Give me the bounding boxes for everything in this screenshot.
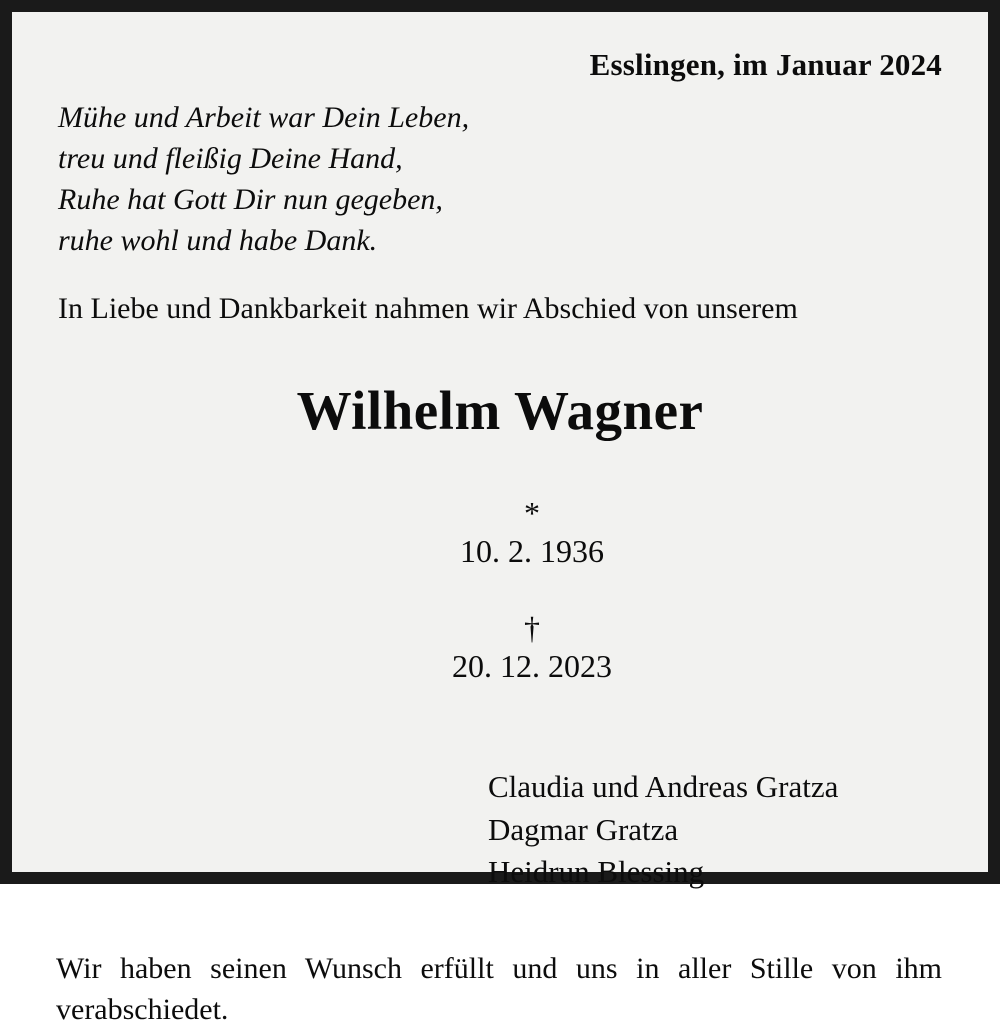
verse-line-1: Mühe und Arbeit war Dein Leben,	[58, 101, 470, 135]
place-and-date: Esslingen, im Januar 2024	[589, 47, 942, 82]
verse-line-3: Ruhe hat Gott Dir nun gegeben,	[58, 183, 443, 217]
deceased-name: Wilhelm Wagner	[296, 379, 704, 441]
mourner-3: Heidrun Blessing	[488, 854, 705, 890]
birth-symbol: *	[524, 494, 540, 531]
closing-text: Wir haben seinen Wunsch erfüllt und uns in aller Stille von ihm verabschiedet.	[56, 951, 942, 1026]
birth-date: 10. 2. 1936	[460, 533, 604, 570]
memorial-verse	[58, 97, 944, 261]
intro-text: In Liebe und Dankbarkeit nahmen wir Abschied von unserem	[58, 291, 798, 325]
notice-paper	[12, 12, 988, 1026]
verse-line-4: ruhe wohl und habe Dank.	[58, 224, 378, 258]
life-dates	[56, 455, 944, 724]
mourner-2: Dagmar Gratza	[488, 811, 679, 847]
deceased-block	[56, 381, 944, 724]
verse-line-2: treu und fleißig Deine Hand,	[58, 142, 403, 176]
death-symbol: †	[524, 610, 540, 647]
death-date: 20. 12. 2023	[452, 648, 612, 685]
mourner-1: Claudia und Andreas Gratza	[488, 769, 839, 805]
mourners-list	[56, 766, 944, 893]
